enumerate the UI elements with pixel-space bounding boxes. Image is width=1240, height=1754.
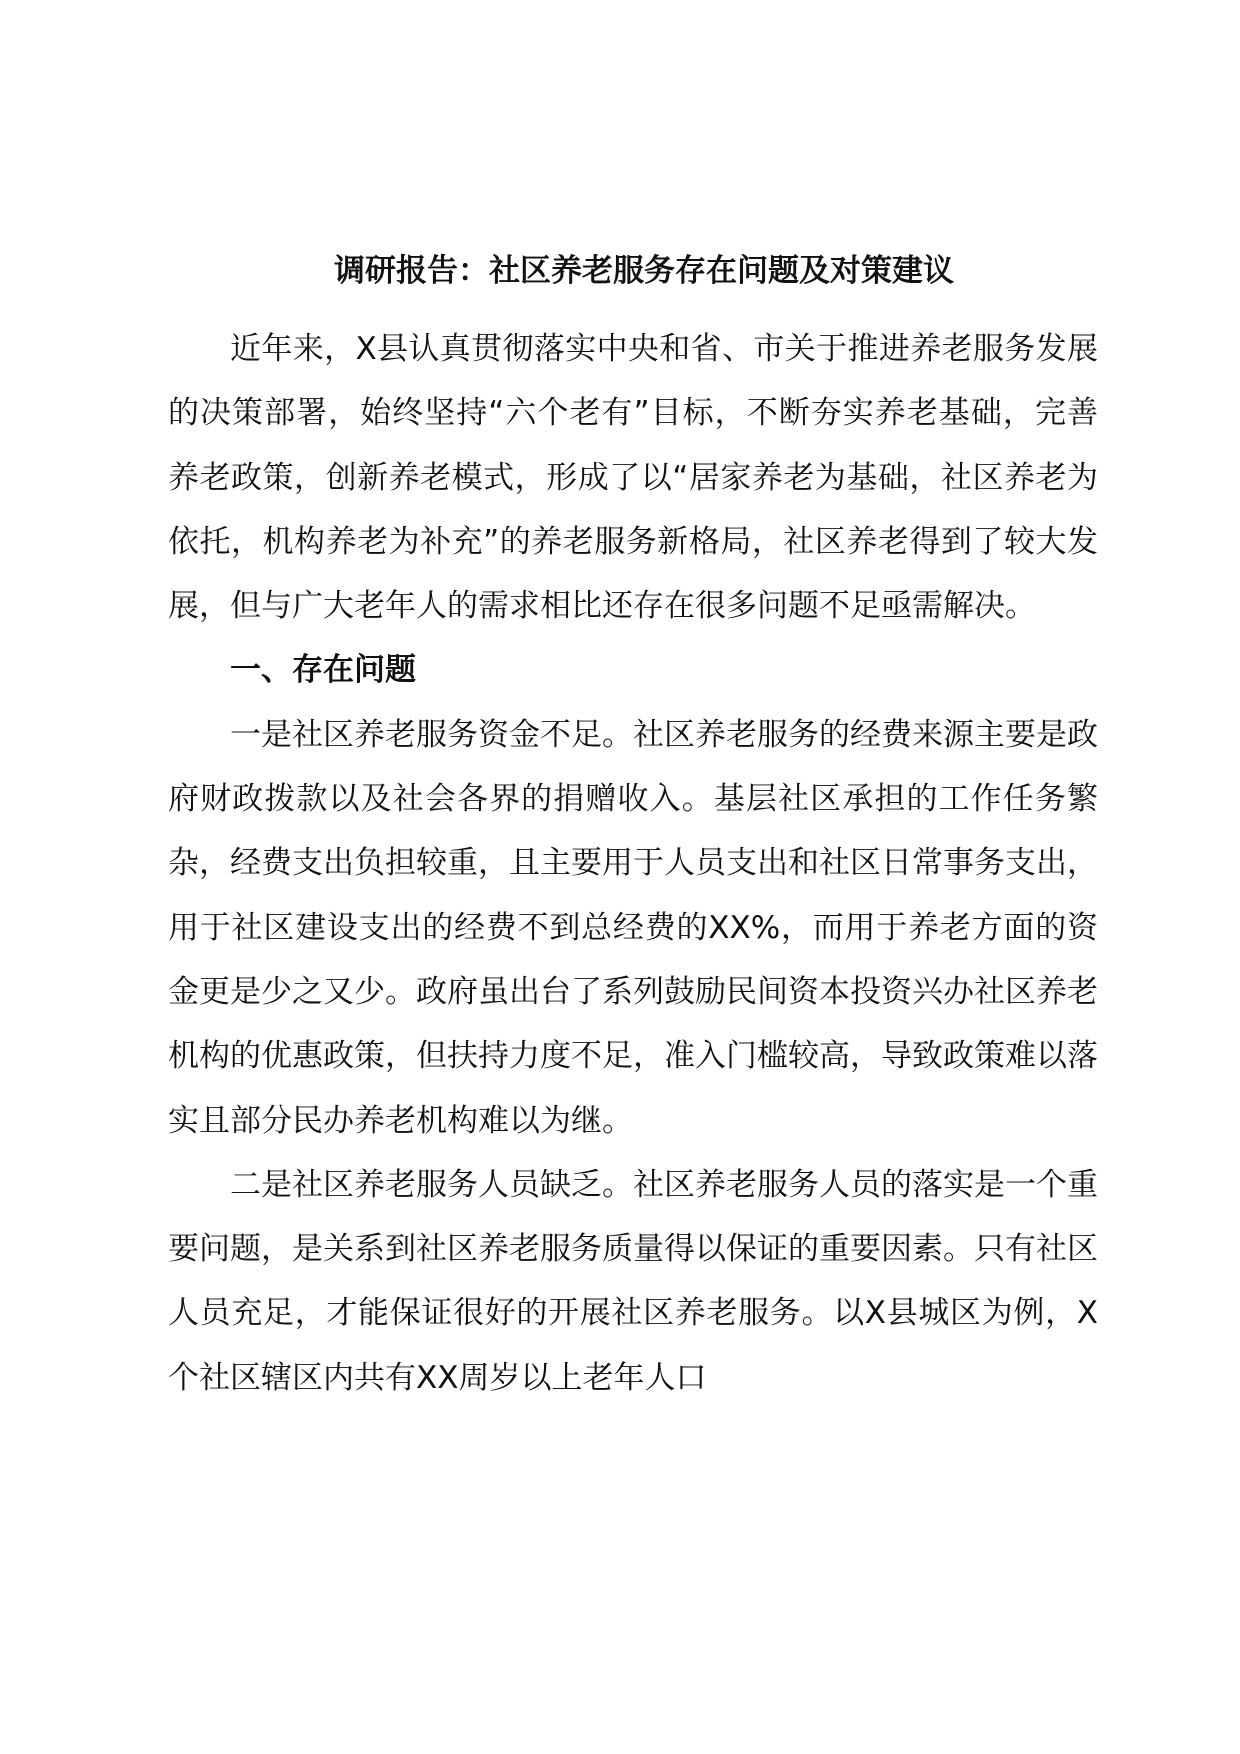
paragraph-funding: 一是社区养老服务资金不足。社区养老服务的经费来源主要是政府财政拨款以及社会各界的捐赠收入。基层社区承担的工作任务繁杂，经费支出负担较重，且主要用于人员支出和社区日常事务支出，用于社区建设支出的经费不到总经费的XX%，而用于养老方面的资金更是少之又少。政府虽出台了系列鼓励民间资本投资兴办社区养老机构的优惠政策，但扶持力度不足，准入门槛较高，导致政策难以落实且部分民办养老机构难以为继。 — [168, 716, 1098, 1139]
intro-paragraph: 近年来，X县认真贯彻落实中央和省、市关于推进养老服务发展的决策部署，始终坚持“六个老有”目标，不断夯实养老基础，完善养老政策，创新养老模式，形成了以“居家养老为基础，社区养老为依托，机构养老为补充”的养老服务新格局，社区养老得到了较大发展，但与广大老年人的需求相比还存在很多问题不足亟需解决。 — [168, 331, 1098, 625]
section-heading-problems: 一、存在问题 — [230, 652, 416, 689]
paragraph-staffing: 二是社区养老服务人员缺乏。社区养老服务人员的落实是一个重要问题，是关系到社区养老服务质量得以保证的重要因素。只有社区人员充足，才能保证很好的开展社区养老服务。以X县城区为例，X个社区辖区内共有XX周岁以上老年人口 — [168, 1166, 1098, 1396]
document-title: 调研报告：社区养老服务存在问题及对策建议 — [334, 253, 954, 289]
document-body — [168, 250, 1098, 1410]
